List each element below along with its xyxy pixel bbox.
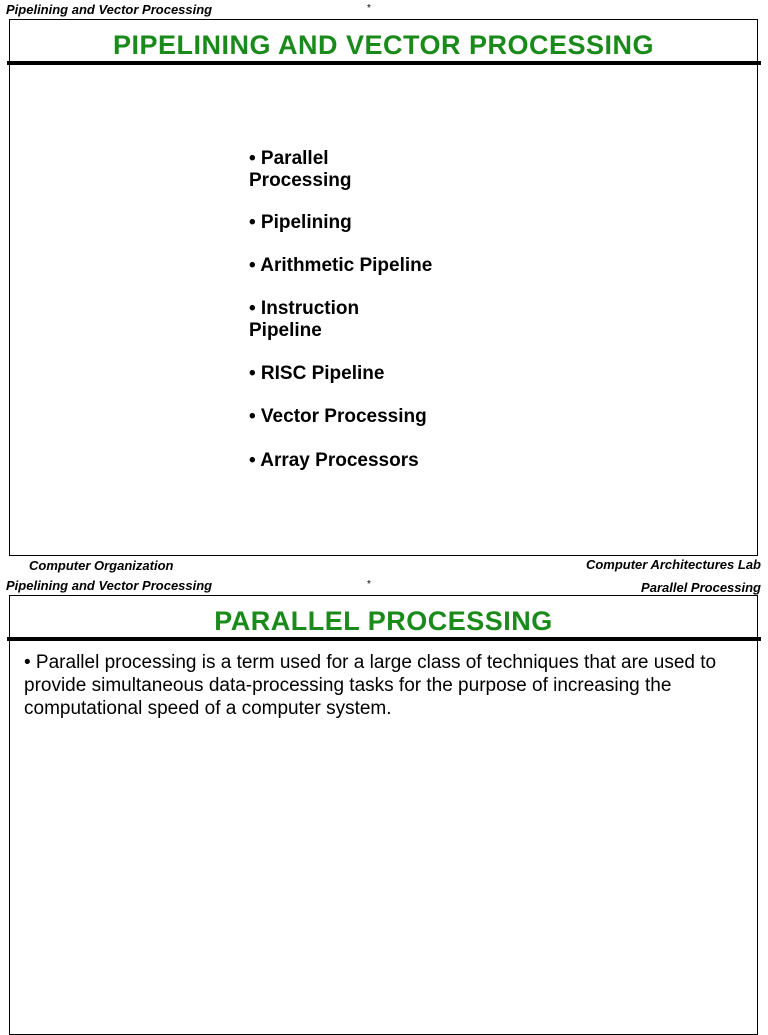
slide1-header-mark: * [367, 3, 371, 14]
bullet-risc-pipeline: • RISC Pipeline [249, 363, 385, 384]
slide2-header-left: Pipelining and Vector Processing [6, 578, 213, 593]
bullet-arithmetic-pipeline: • Arithmetic Pipeline [249, 255, 433, 276]
slide1-footer-left: Computer Organization [29, 558, 174, 573]
bullet-parallel-processing: • Parallel Processing [249, 148, 352, 191]
slide1-header-left: Pipelining and Vector Processing [6, 2, 213, 17]
bullet-vector-processing: • Vector Processing [249, 406, 427, 427]
slide2-title-rule [7, 637, 761, 641]
slide2-header-right: Parallel Processing [641, 580, 761, 595]
slide1-frame [9, 19, 758, 556]
slide1-footer-right: Computer Architectures Lab [585, 557, 761, 572]
slide2-header-mark: * [367, 579, 371, 590]
slide1-title: PIPELINING AND VECTOR PROCESSING [112, 30, 655, 60]
bullet-pipelining: • Pipelining [249, 212, 352, 233]
bullet-array-processors: • Array Processors [249, 450, 419, 471]
slide2-paragraph: • Parallel processing is a term used for a large class of techniques that are used to provide simultaneous data-processing tasks for the purpose of increasing the computational speed of a computer system. [24, 652, 717, 719]
bullet-instruction-pipeline: • Instruction Pipeline [249, 298, 360, 341]
slide2-title: PARALLEL PROCESSING [214, 606, 553, 636]
slide1-title-rule [7, 61, 761, 65]
